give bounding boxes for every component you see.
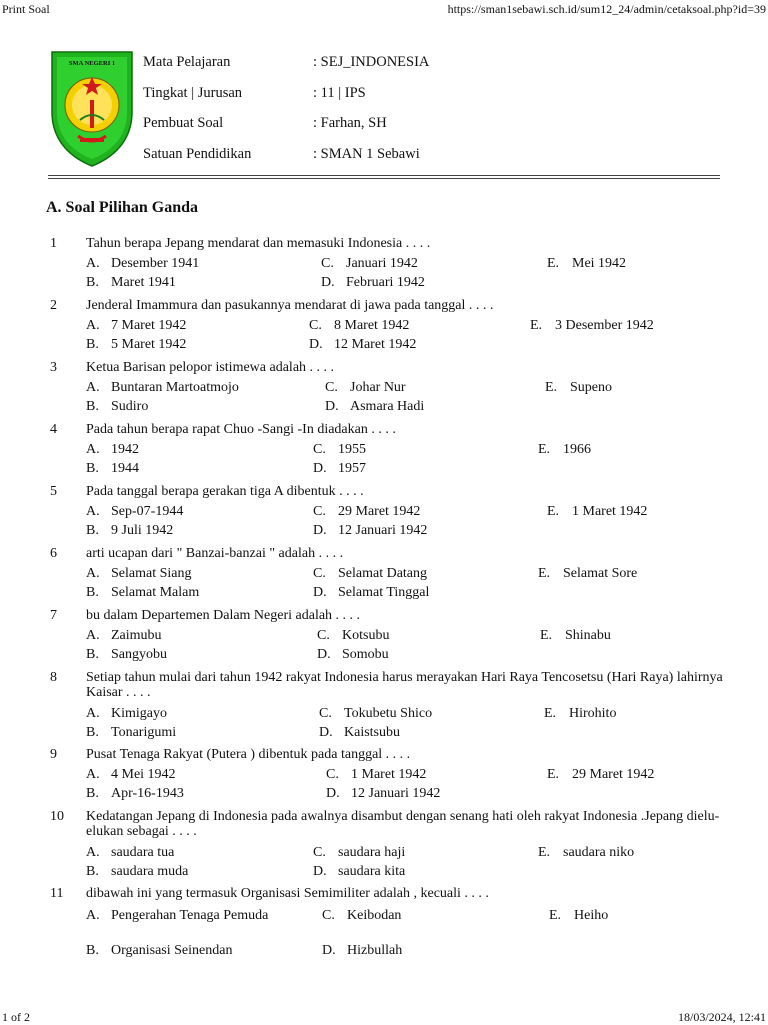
question-text: Kedatangan Jepang di Indonesia pada awalnya disambut dengan senang hati oleh rakyat Indonesia .Jepang dielu-elukan sebagai . . . .: [86, 809, 720, 839]
option-letter: E.: [538, 845, 551, 860]
answer-option: [313, 442, 533, 458]
option-text: Kaistsubu: [344, 725, 400, 740]
question-text: Setiap tahun mulai dari tahun 1942 rakyat Indonesia harus merayakan Hari Raya Tencosetsu (Hari Raya) lahirnya Kaisar . . . .: [86, 670, 723, 700]
option-text: 12 Januari 1942: [338, 523, 428, 538]
answer-option: [322, 943, 544, 959]
question-text: Tahun berapa Jepang mendarat dan memasuki Indonesia . . . .: [86, 236, 431, 251]
option-text: saudara tua: [111, 845, 175, 860]
option-text: Januari 1942: [346, 256, 418, 271]
answer-option: [86, 786, 321, 802]
page-url: https://sman1sebawi.sch.id/sum12_24/admin/cetaksoal.php?id=39: [447, 2, 766, 16]
option-text: saudara kita: [338, 864, 406, 879]
answer-option: [549, 908, 754, 924]
answer-option: [317, 628, 535, 644]
option-letter: A.: [86, 628, 100, 643]
answer-option: [86, 647, 312, 663]
question-number: 9: [50, 747, 57, 762]
header-divider: [48, 175, 720, 176]
question-text: Pusat Tenaga Rakyat (Putera ) dibentuk pada tanggal . . . .: [86, 747, 411, 762]
option-text: Tokubetu Shico: [344, 706, 433, 721]
answer-option: [313, 523, 542, 539]
option-letter: D.: [326, 786, 340, 801]
option-text: Asmara Hadi: [350, 399, 425, 414]
print-datetime: 18/03/2024, 12:41: [677, 1010, 766, 1024]
option-letter: D.: [317, 647, 331, 662]
option-text: Selamat Malam: [111, 585, 200, 600]
answer-option: [313, 566, 533, 582]
option-letter: B.: [86, 943, 99, 958]
option-text: 7 Maret 1942: [111, 318, 187, 333]
option-letter: D.: [319, 725, 333, 740]
option-text: Pengerahan Tenaga Pemuda: [111, 908, 269, 923]
option-text: Johar Nur: [350, 380, 406, 395]
answer-option: [321, 256, 542, 272]
answer-option: [313, 845, 533, 861]
option-text: Selamat Tinggal: [338, 585, 430, 600]
page-title: Print Soal: [2, 2, 50, 16]
answer-option: [547, 767, 752, 783]
option-text: Februari 1942: [346, 275, 425, 290]
option-text: Somobu: [342, 647, 389, 662]
option-letter: E.: [547, 767, 560, 782]
answer-option: [86, 908, 317, 924]
answer-option: [86, 706, 314, 722]
option-letter: A.: [86, 380, 100, 395]
option-letter: A.: [86, 442, 100, 457]
option-letter: B.: [86, 461, 99, 476]
option-text: Selamat Siang: [111, 566, 192, 581]
option-letter: D.: [322, 943, 336, 958]
option-text: 1966: [563, 442, 591, 457]
option-letter: C.: [322, 908, 335, 923]
option-letter: D.: [313, 461, 327, 476]
option-letter: C.: [313, 442, 326, 457]
answer-option: [547, 256, 752, 272]
answer-option: [86, 442, 308, 458]
answer-option: [86, 725, 314, 741]
option-letter: A.: [86, 706, 100, 721]
option-text: Selamat Sore: [563, 566, 638, 581]
header-row-subject: [143, 54, 429, 85]
answer-option: [326, 767, 542, 783]
option-text: saudara niko: [563, 845, 635, 860]
option-text: 4 Mei 1942: [111, 767, 176, 782]
answer-option: [319, 706, 539, 722]
question-text: Ketua Barisan pelopor istimewa adalah . . . .: [86, 360, 335, 375]
answer-option: [86, 523, 308, 539]
option-letter: D.: [313, 864, 327, 879]
question-number: 2: [50, 298, 57, 313]
option-text: 1944: [111, 461, 139, 476]
option-letter: D.: [313, 585, 327, 600]
answer-option: [86, 399, 320, 415]
question-text: bu dalam Departemen Dalam Negeri adalah . . . .: [86, 608, 361, 623]
page-count: 1 of 2: [2, 1010, 30, 1024]
option-text: Sangyobu: [111, 647, 167, 662]
option-letter: E.: [547, 504, 560, 519]
option-text: Shinabu: [565, 628, 611, 643]
option-letter: A.: [86, 256, 100, 271]
option-letter: B.: [86, 399, 99, 414]
option-letter: D.: [325, 399, 339, 414]
option-text: Buntaran Martoatmojo: [111, 380, 239, 395]
option-letter: C.: [309, 318, 322, 333]
answer-option: [309, 337, 525, 353]
option-letter: E.: [530, 318, 543, 333]
option-text: saudara muda: [111, 864, 189, 879]
option-text: 9 Juli 1942: [111, 523, 174, 538]
option-text: 8 Maret 1942: [334, 318, 410, 333]
option-letter: E.: [545, 380, 558, 395]
option-letter: C.: [325, 380, 338, 395]
option-text: Tonarigumi: [111, 725, 177, 740]
question-number: 11: [50, 886, 64, 901]
answer-option: [86, 864, 308, 880]
answer-option: [317, 647, 535, 663]
option-letter: C.: [313, 504, 326, 519]
answer-option: [86, 275, 316, 291]
question-number: 10: [50, 809, 64, 824]
answer-option: [547, 504, 752, 520]
option-letter: C.: [313, 845, 326, 860]
school-logo: [50, 50, 134, 168]
answer-option: [321, 275, 542, 291]
question-text: Pada tanggal berapa gerakan tiga A dibentuk . . . .: [86, 484, 364, 499]
header-label: Satuan Pendidikan: [143, 145, 252, 162]
option-letter: C.: [326, 767, 339, 782]
option-letter: A.: [86, 504, 100, 519]
header-label: Mata Pelajaran: [143, 54, 231, 70]
header-value: : SEJ_INDONESIA: [313, 54, 430, 70]
answer-option: [319, 725, 539, 741]
header-row-author: [143, 115, 429, 146]
option-letter: B.: [86, 523, 99, 538]
section-title: A. Soal Pilihan Ganda: [46, 199, 199, 216]
answer-option: [545, 380, 750, 396]
option-letter: E.: [544, 706, 557, 721]
option-letter: A.: [86, 845, 100, 860]
answer-option: [86, 566, 308, 582]
option-text: saudara haji: [338, 845, 406, 860]
option-letter: E.: [549, 908, 562, 923]
answer-option: [86, 767, 321, 783]
option-text: Selamat Datang: [338, 566, 428, 581]
option-letter: D.: [321, 275, 335, 290]
question-text: Pada tahun berapa rapat Chuo -Sangi -In diadakan . . . .: [86, 422, 396, 437]
header-value: : Farhan, SH: [313, 115, 387, 131]
option-text: Supeno: [570, 380, 612, 395]
option-text: 3 Desember 1942: [555, 318, 654, 333]
question-number: 7: [50, 608, 57, 623]
answer-option: [540, 628, 745, 644]
header-divider: [48, 178, 720, 179]
answer-option: [86, 380, 320, 396]
option-letter: B.: [86, 337, 99, 352]
option-text: Desember 1941: [111, 256, 200, 271]
answer-option: [313, 461, 533, 477]
header-value: : SMAN 1 Sebawi: [313, 145, 420, 162]
option-letter: B.: [86, 864, 99, 879]
option-letter: C.: [317, 628, 330, 643]
option-letter: D.: [313, 523, 327, 538]
question-number: 8: [50, 670, 57, 685]
option-text: Kimigayo: [111, 706, 167, 721]
answer-option: [86, 943, 317, 959]
answer-option: [86, 628, 312, 644]
option-text: Hirohito: [569, 706, 617, 721]
option-letter: A.: [86, 318, 100, 333]
answer-option: [325, 399, 540, 415]
header-row-grade: [143, 85, 429, 116]
option-letter: B.: [86, 585, 99, 600]
option-text: 12 Maret 1942: [334, 337, 417, 352]
answer-option: [86, 504, 308, 520]
answer-option: [313, 504, 542, 520]
option-text: 5 Maret 1942: [111, 337, 187, 352]
answer-option: [325, 380, 540, 396]
question-text: dibawah ini yang termasuk Organisasi Semimiliter adalah , kecuali . . . .: [86, 886, 489, 901]
answer-option: [538, 566, 743, 582]
option-letter: A.: [86, 566, 100, 581]
option-text: Keibodan: [347, 908, 402, 923]
option-letter: C.: [313, 566, 326, 581]
question-text: arti ucapan dari " Banzai-banzai " adalah . . . .: [86, 546, 344, 561]
option-letter: B.: [86, 275, 99, 290]
header-value: : 11 | IPS: [313, 84, 366, 101]
option-text: 1957: [338, 461, 366, 476]
logo-text: SMA NEGERI 1: [68, 60, 116, 67]
option-letter: E.: [547, 256, 560, 271]
answer-option: [86, 845, 308, 861]
option-letter: B.: [86, 725, 99, 740]
option-text: Zaimubu: [111, 628, 162, 643]
option-text: 1 Maret 1942: [351, 767, 427, 782]
answer-option: [326, 786, 542, 802]
option-text: 1 Maret 1942: [572, 504, 648, 519]
answer-option: [544, 706, 749, 722]
question-number: 4: [50, 422, 57, 437]
answer-option: [86, 337, 304, 353]
answer-option: [86, 585, 308, 601]
header-info: [143, 54, 429, 176]
answer-option: [86, 318, 304, 334]
option-text: Maret 1941: [111, 275, 176, 290]
option-text: 29 Maret 1942: [572, 767, 655, 782]
option-text: Kotsubu: [342, 628, 390, 643]
answer-option: [538, 845, 743, 861]
option-text: 1955: [338, 442, 366, 457]
option-letter: E.: [538, 442, 551, 457]
header-row-school: [143, 146, 429, 177]
option-letter: C.: [319, 706, 332, 721]
option-letter: E.: [540, 628, 553, 643]
answer-option: [313, 864, 533, 880]
option-letter: A.: [86, 767, 100, 782]
answer-option: [86, 461, 308, 477]
option-text: Hizbullah: [347, 943, 403, 958]
answer-option: [530, 318, 735, 334]
question-number: 1: [50, 236, 57, 251]
option-text: Sep-07-1944: [111, 504, 184, 519]
question-number: 3: [50, 360, 57, 375]
option-text: Organisasi Seinendan: [111, 943, 233, 958]
option-letter: A.: [86, 908, 100, 923]
option-text: Mei 1942: [572, 256, 627, 271]
option-letter: B.: [86, 786, 99, 801]
option-text: Sudiro: [111, 399, 149, 414]
answer-option: [538, 442, 743, 458]
option-letter: C.: [321, 256, 334, 271]
option-text: 1942: [111, 442, 139, 457]
question-text: Jenderal Imammura dan pasukannya mendarat di jawa pada tanggal . . . .: [86, 298, 494, 313]
answer-option: [313, 585, 533, 601]
option-letter: B.: [86, 647, 99, 662]
option-text: Heiho: [574, 908, 609, 923]
option-text: Apr-16-1943: [111, 786, 184, 801]
option-text: 29 Maret 1942: [338, 504, 421, 519]
option-text: 12 Januari 1942: [351, 786, 441, 801]
answer-option: [86, 256, 316, 272]
answer-option: [322, 908, 544, 924]
option-letter: D.: [309, 337, 323, 352]
question-number: 5: [50, 484, 57, 499]
header-label: Tingkat | Jurusan: [143, 84, 243, 101]
option-letter: E.: [538, 566, 551, 581]
header-label: Pembuat Soal: [143, 115, 224, 131]
question-number: 6: [50, 546, 57, 561]
answer-option: [309, 318, 525, 334]
